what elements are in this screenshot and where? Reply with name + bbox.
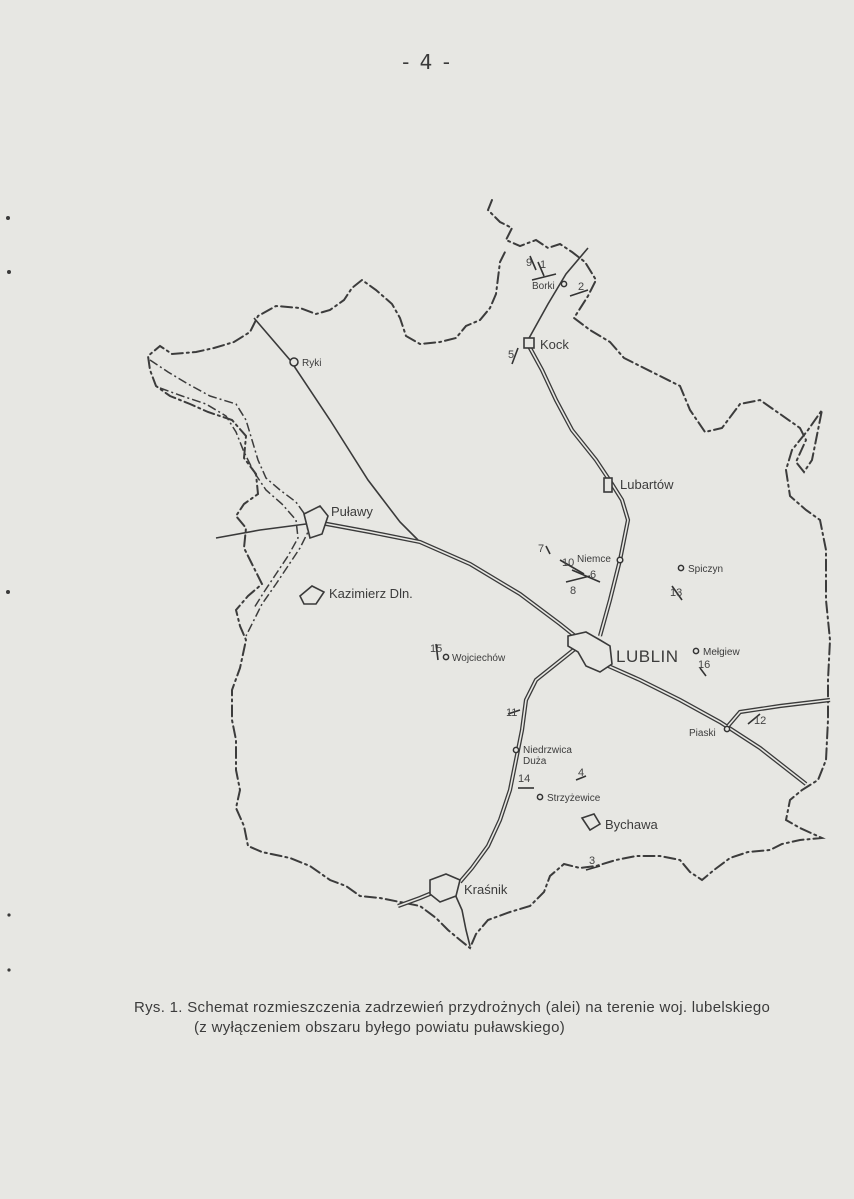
vistula-river xyxy=(150,360,308,636)
figure-caption-line-1: Rys. 1. Schemat rozmieszczenia zadrzewień przydrożnych (alei) na terenie woj. lubelskiego xyxy=(134,999,771,1016)
alley-number-15: 15 xyxy=(430,643,443,655)
kazimierz-marker xyxy=(300,586,324,604)
alley-number-16: 16 xyxy=(698,659,711,671)
road-lublin-piaski-inner xyxy=(604,664,806,784)
niemce-marker xyxy=(617,557,623,563)
alley-number-9: 9 xyxy=(526,257,533,269)
alley-number-1: 1 xyxy=(540,259,547,271)
borki-marker xyxy=(561,281,566,286)
alley-marker-7 xyxy=(546,546,550,554)
label-wojciechow: Wojciechów xyxy=(452,653,506,664)
scan-speck xyxy=(7,913,10,916)
label-niedrzwica-2: Duża xyxy=(523,756,547,767)
bychawa-marker xyxy=(582,814,600,830)
label-piaski: Piaski xyxy=(689,728,716,739)
road-kock-north xyxy=(528,248,588,340)
label-lublin: LUBLIN xyxy=(616,647,679,666)
ryki-marker xyxy=(290,358,298,366)
scan-speck xyxy=(6,590,10,594)
alley-number-7: 7 xyxy=(538,543,545,555)
label-kock: Kock xyxy=(540,337,569,352)
page-number: - 4 - xyxy=(402,50,452,74)
label-borki: Borki xyxy=(532,281,555,292)
label-spiczyn: Spiczyn xyxy=(688,564,724,575)
melgiew-marker xyxy=(693,648,698,653)
road-lublin-piaski xyxy=(604,664,806,784)
label-lubartow: Lubartów xyxy=(620,477,674,492)
alley-number-12: 12 xyxy=(754,715,767,727)
figure-caption-line-2: (z wyłączeniem obszaru byłego powiatu puławskiego) xyxy=(194,1019,566,1036)
alley-number-5: 5 xyxy=(508,349,515,361)
label-bychawa: Bychawa xyxy=(605,817,658,832)
road-lublin-krasnik-inner xyxy=(460,648,576,882)
alley-number-11: 11 xyxy=(506,707,518,719)
alley-marker-8 xyxy=(566,576,590,582)
alley-number-4: 4 xyxy=(578,767,585,779)
spiczyn-marker xyxy=(678,565,683,570)
road-pulawy-lublin xyxy=(316,522,580,640)
road-lublin-krasnik xyxy=(460,648,576,882)
alley-number-10: 10 xyxy=(562,557,575,569)
label-melgiew: Mełgiew xyxy=(703,647,740,658)
niedrzwica-marker xyxy=(513,747,518,752)
label-niedrzwica-1: Niedrzwica xyxy=(523,745,572,756)
road-pulawy-lublin-inner xyxy=(316,522,580,640)
scan-speck xyxy=(7,270,11,274)
label-ryki: Ryki xyxy=(302,358,322,369)
label-krasnik: Kraśnik xyxy=(464,882,508,897)
label-kazimierz: Kazimierz Dln. xyxy=(329,586,413,601)
strzyzewice-marker xyxy=(537,794,542,799)
lubartow-marker xyxy=(604,478,612,492)
alley-number-8: 8 xyxy=(570,585,577,597)
piaski-marker xyxy=(724,726,729,731)
label-strzyzewice: Strzyżewice xyxy=(547,793,601,804)
kock-marker xyxy=(524,338,534,348)
scan-speck xyxy=(7,968,10,971)
alley-number-13: 13 xyxy=(670,587,683,599)
label-pulawy: Puławy xyxy=(331,504,373,519)
wojciechow-marker xyxy=(443,654,448,659)
alley-number-14: 14 xyxy=(518,773,531,785)
scan-speck xyxy=(6,216,10,220)
alley-number-6: 6 xyxy=(590,569,597,581)
road-pulawy-west xyxy=(216,524,306,538)
vistula-river-bank xyxy=(160,388,298,608)
krasnik-marker xyxy=(430,874,460,902)
road-piaski-east xyxy=(728,700,830,726)
alley-number-3: 3 xyxy=(589,855,596,867)
alley-number-2: 2 xyxy=(578,281,585,293)
lublin-marker xyxy=(568,632,612,672)
label-niemce: Niemce xyxy=(577,554,611,565)
